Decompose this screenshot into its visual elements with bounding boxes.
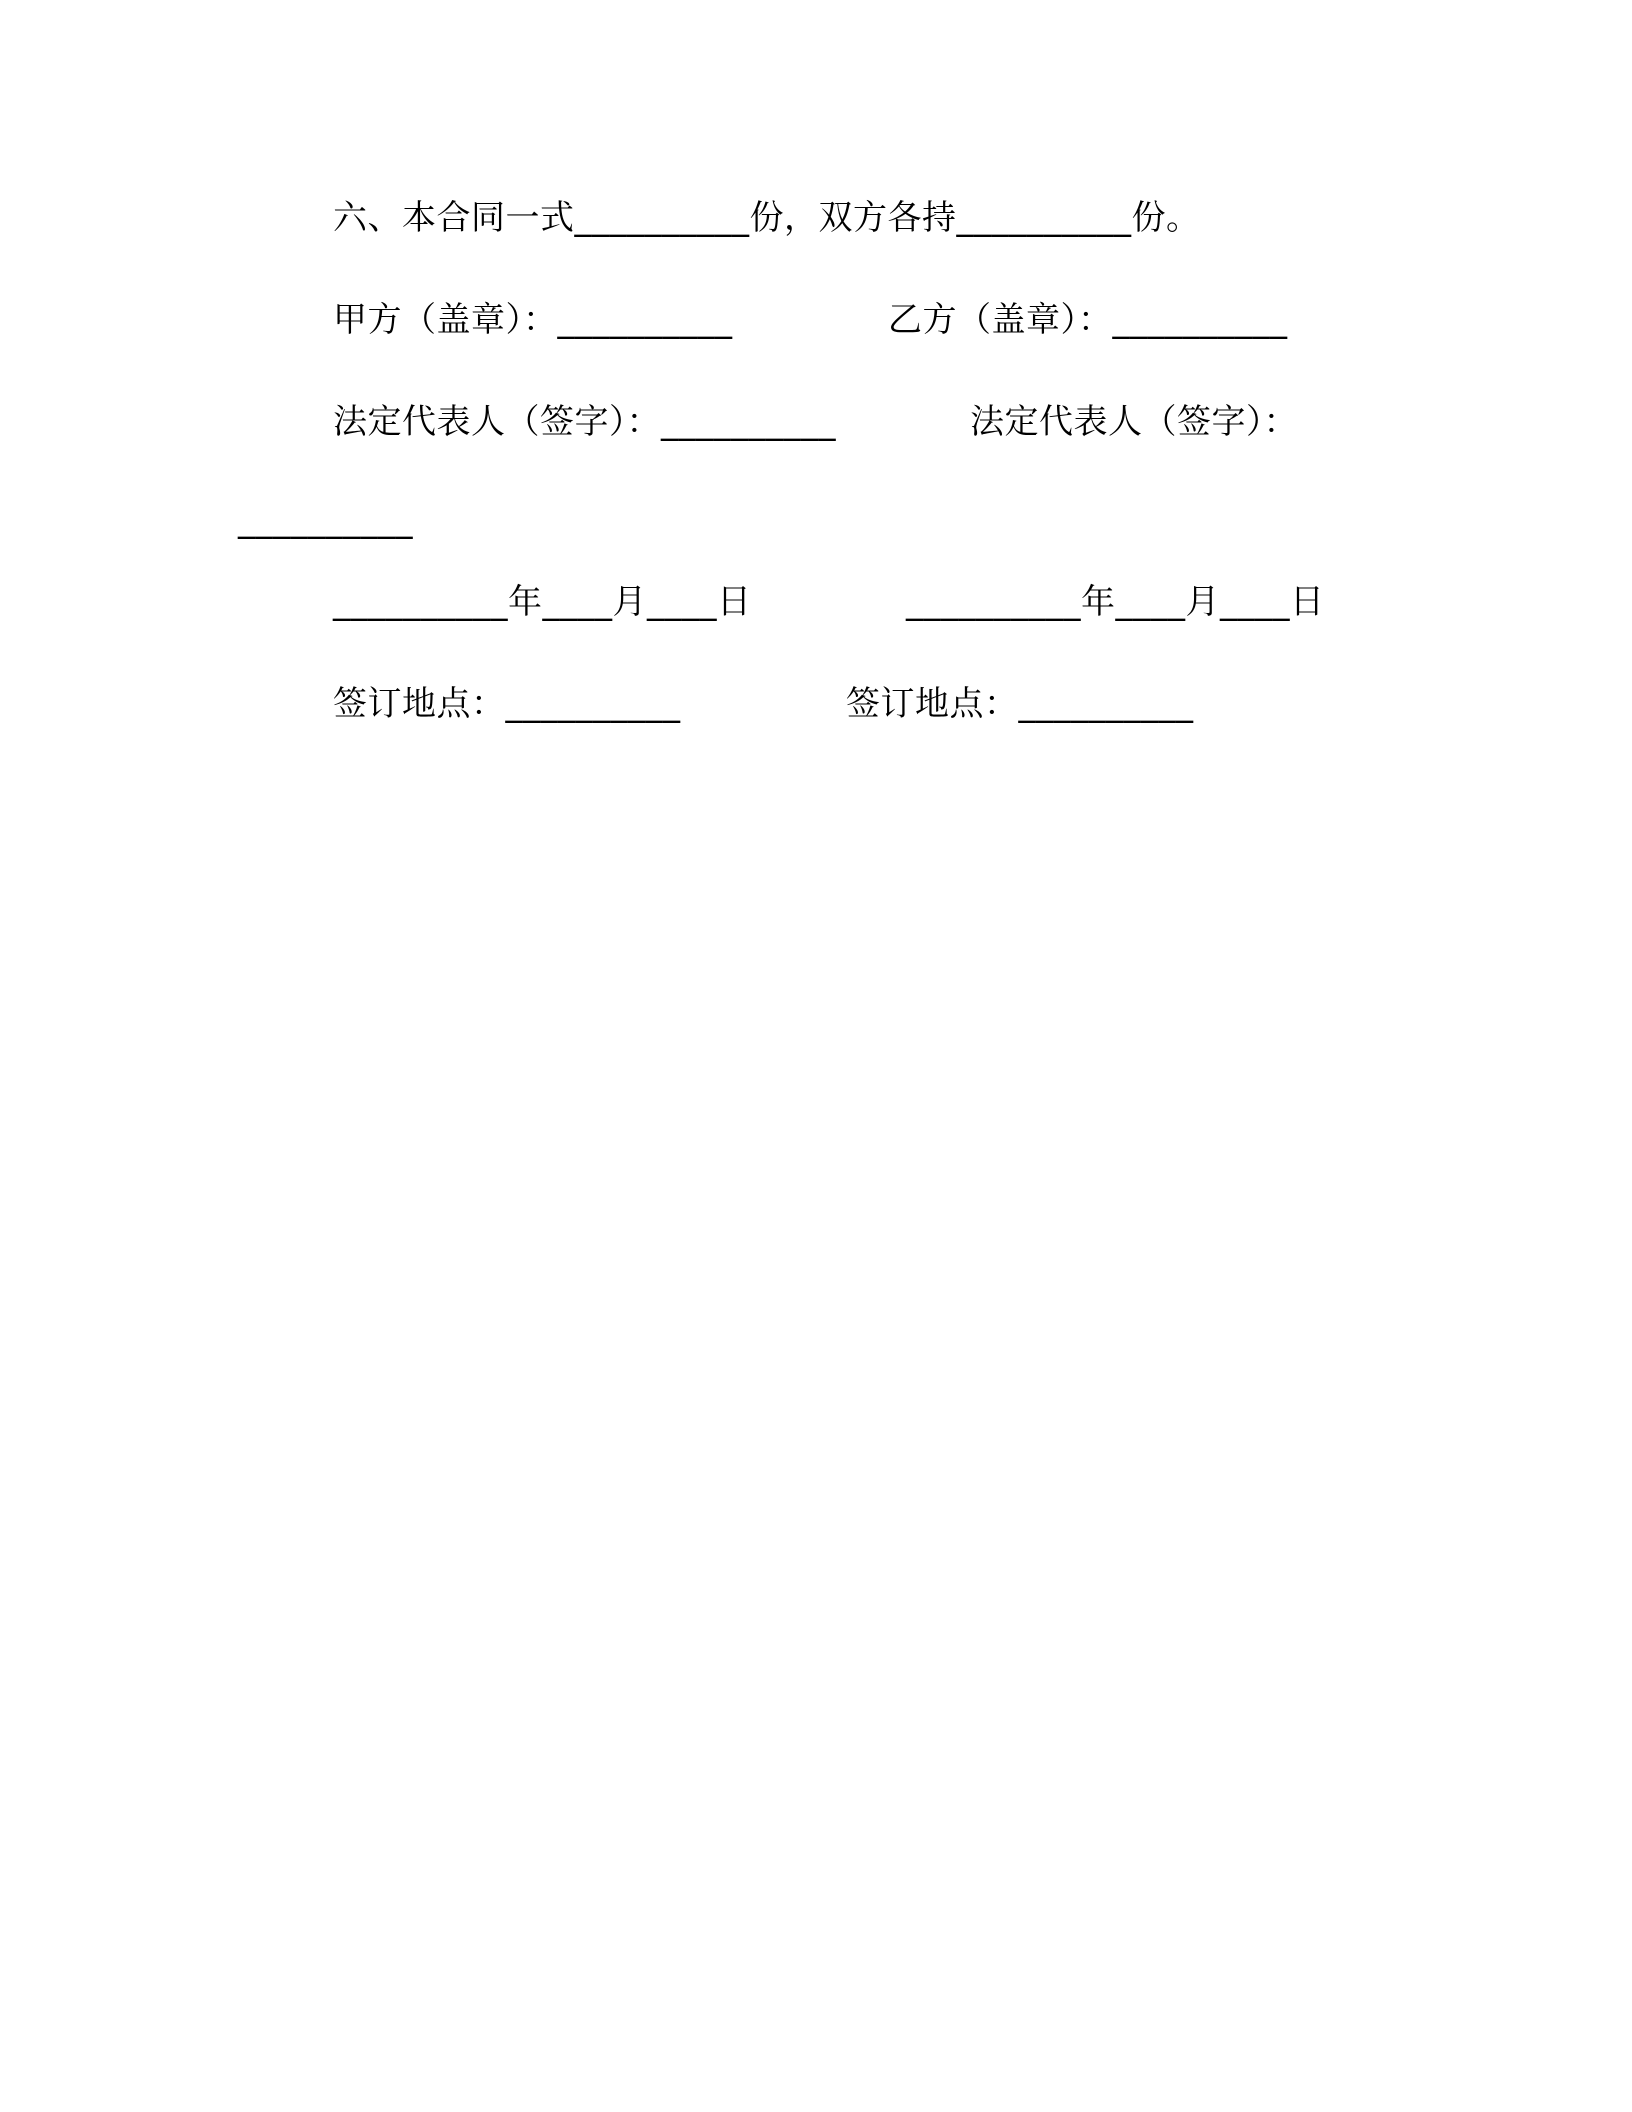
- party-b-representative: 法定代表人（签字）：: [970, 402, 1298, 442]
- party-a-date: __________年____月____日: [333, 582, 752, 622]
- party-b-signing-place: 签订地点：__________: [846, 684, 1194, 724]
- party-a-seal: 甲方（盖章）：__________: [333, 300, 733, 340]
- party-a-signing-place: 签订地点：__________: [333, 684, 681, 724]
- clause-six: 六、本合同一式__________份，双方各持__________份。: [333, 198, 1201, 238]
- party-b-seal: 乙方（盖章）：__________: [888, 300, 1288, 340]
- party-a-representative: 法定代表人（签字）：__________: [333, 402, 836, 442]
- party-b-representative-blank: __________: [238, 500, 413, 540]
- party-b-date: __________年____月____日: [906, 582, 1325, 622]
